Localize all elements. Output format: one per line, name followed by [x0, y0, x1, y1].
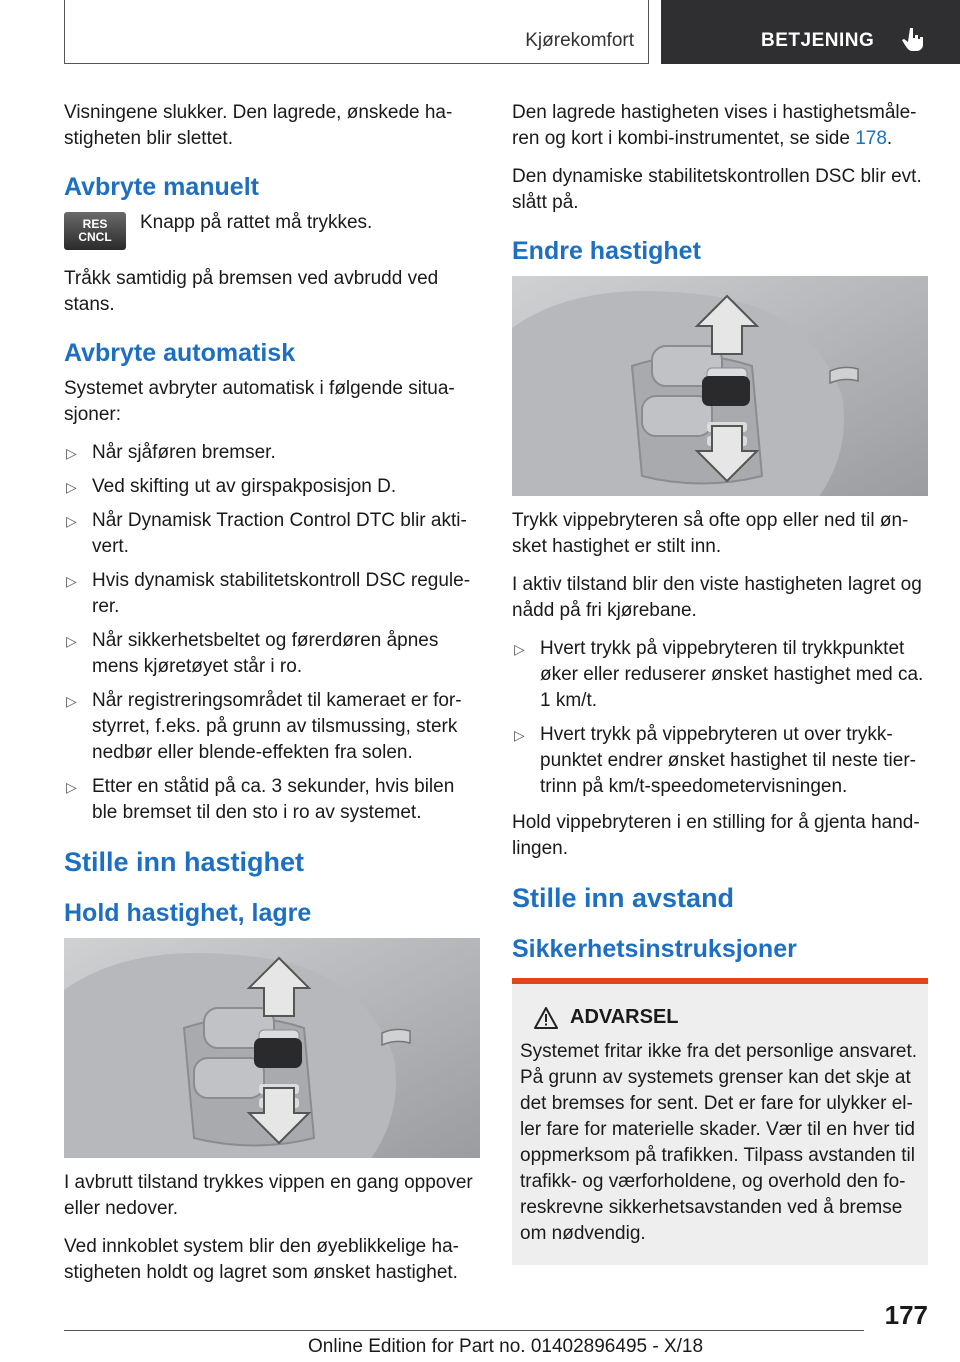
auto-intro-text: Systemet avbryter automatisk i følgende situa‐sjoner:: [64, 378, 455, 425]
triangle-bullet-icon: ▷: [66, 445, 77, 461]
rocker-text: Trykk vippebryteren så ofte opp eller ned til øn‐sket hastighet er stilt inn.: [512, 510, 909, 557]
heading-hold-speed: Hold hastighet, lagre: [64, 899, 312, 927]
list-item: ▷ Ved skifting ut av girspakposisjon D.: [64, 474, 480, 500]
triangle-bullet-icon: ▷: [66, 573, 77, 589]
warning-text: Systemet fritar ikke fra det personlige ansvaret. På grunn av systemets grenser kan det skje at det bremses for sent. Det er fare for ulykker el‐ler fare for materielle skader. Vær til en hver tid oppmerksom på trafikken. Tilpass avstanden til trafikk- og værforholdene, og overhold den fo‐reskrevne sikkerhetsavstanden ved å bremse om nødvendig.: [520, 1041, 918, 1244]
heading-set-speed: Stille inn hastighet: [64, 847, 305, 877]
change-speed-list: [512, 636, 928, 800]
after-figure-text: I avbrutt tilstand trykkes vippen en gang oppover eller nedover.: [64, 1172, 473, 1219]
list-item: ▷ Hvert trykk på vippebryteren ut over trykk‐punktet endrer ønsket hastighet til neste tier‐trinn på km/t-speedometervisningen.: [514, 724, 916, 797]
res-cncl-row: [64, 210, 480, 254]
list-item: ▷ Når registreringsområdet til kameraet er for‐styrret, f.eks. på grunn av tilsmussing, sterk nedbør eller blende-effekten fra solen.: [66, 690, 462, 763]
steering-wheel-rocker-figure: [64, 938, 480, 1158]
heading-safety: Sikkerhetsinstruksjoner: [512, 935, 797, 963]
heading-cancel-auto: Avbryte automatisk: [64, 339, 296, 367]
cncl-label: CNCL: [78, 230, 112, 244]
heading-change-speed: Endre hastighet: [512, 237, 701, 265]
page-link-178[interactable]: 178: [855, 128, 887, 149]
active-text: I aktiv tilstand blir den viste hastigheten lagret og nådd på fri kjørebane.: [512, 574, 922, 621]
list-item: ▷ Hvis dynamisk stabilitetskontroll DSC regule‐rer.: [66, 570, 471, 617]
header-section-box: [64, 0, 649, 64]
triangle-bullet-icon: ▷: [66, 633, 77, 649]
triangle-bullet-icon: ▷: [66, 479, 77, 495]
heading-cancel-manual: Avbryte manuelt: [64, 173, 259, 201]
heading-set-distance: Stille inn avstand: [512, 883, 735, 913]
warning-title: [520, 1006, 920, 1029]
button-press-text: Knapp på rattet må trykkes.: [140, 212, 373, 233]
warning-title-text: ADVARSEL: [570, 1006, 679, 1028]
triangle-bullet-icon: ▷: [66, 693, 77, 709]
res-cncl-button-icon: [64, 212, 126, 250]
steering-wheel-rocker-figure-2: [512, 276, 928, 496]
triangle-bullet-icon: ▷: [66, 779, 77, 795]
triangle-bullet-icon: ▷: [514, 641, 525, 657]
warning-box: [512, 978, 928, 1265]
auto-cancel-list: [64, 440, 480, 826]
res-label: RES: [82, 217, 108, 231]
hand-pointer-icon: [901, 26, 927, 52]
edition-text: Online Edition for Part no. 01402896495 - X/18: [308, 1336, 704, 1357]
warning-triangle-icon: [534, 1007, 558, 1029]
footer-divider: [64, 1330, 864, 1331]
header-chapter-title: BETJENING: [761, 30, 875, 51]
list-item: ▷ Etter en ståtid på ca. 3 sekunder, hvis bilen ble bremset til den sto i ro av systemet.: [66, 776, 455, 823]
list-item: ▷ Når sikkerhetsbeltet og førerdøren åpnes mens kjøretøyet står i ro.: [66, 630, 439, 677]
stored-speed-text: Den lagrede hastigheten vises i hastighetsmåle‐ren og kort i kombi-instrumentet, se side 178.: [512, 102, 917, 149]
header-chapter-box: [661, 0, 960, 64]
list-item: ▷ Når Dynamisk Traction Control DTC blir akti‐vert.: [66, 510, 467, 557]
triangle-bullet-icon: ▷: [514, 727, 525, 743]
list-item: ▷ Hvert trykk på vippebryteren til trykkpunktet øker eller reduserer ønsket hastighet med ca. 1 km/t.: [514, 638, 924, 711]
dsc-text: Den dynamiske stabilitetskontrollen DSC blir evt. slått på.: [512, 166, 922, 213]
triangle-bullet-icon: ▷: [66, 513, 77, 529]
header-section-title: Kjørekomfort: [525, 30, 634, 51]
left-column: [64, 100, 480, 1298]
brake-text: Tråkk samtidig på bremsen ved avbrudd ved stans.: [64, 268, 439, 315]
intro-text: Visningene slukker. Den lagrede, ønskede ha‐stigheten blir slettet.: [64, 102, 453, 149]
engaged-text: Ved innkoblet system blir den øyeblikkelige ha‐stigheten holdt og lagret som ønsket hastighet.: [64, 1236, 459, 1283]
list-item: ▷ Når sjåføren bremser.: [64, 440, 480, 466]
right-column: [512, 100, 928, 1265]
footer-edition: [308, 1336, 703, 1358]
page-number: 177: [884, 1300, 928, 1330]
hold-text: Hold vippebryteren i en stilling for å gjenta hand‐lingen.: [512, 812, 920, 859]
